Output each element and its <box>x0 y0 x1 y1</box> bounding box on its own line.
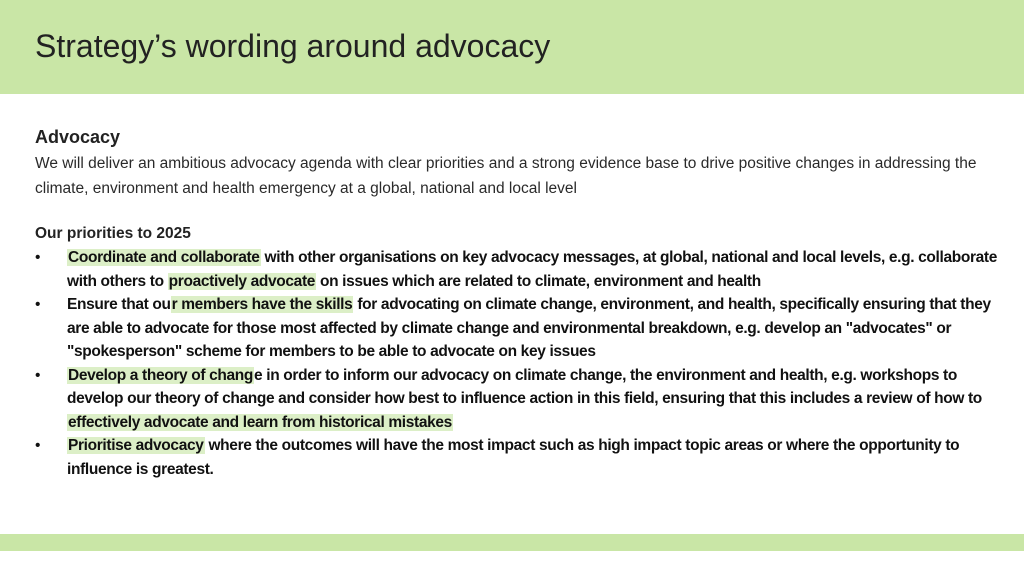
highlighted-phrase: Develop a theory of chang <box>68 366 254 384</box>
slide-title: Strategy’s wording around advocacy <box>35 28 551 64</box>
priority-text: on issues which are related to climate, environment and health <box>316 272 761 290</box>
priority-item-1 <box>35 246 1005 293</box>
bullet-glyph: • <box>35 296 41 313</box>
highlighted-phrase: r members have the skills <box>171 296 353 313</box>
intro-paragraph: We will deliver an ambitious advocacy agenda with clear priorities and a strong evidence base to drive positive changes in addressing the climate, environment and health emergency at a global, national and local level <box>35 155 977 197</box>
bullet-glyph: • <box>35 437 41 454</box>
bullet-glyph: • <box>35 366 41 384</box>
title-banner <box>0 0 1024 94</box>
priorities-heading: Our priorities to 2025 <box>35 225 191 242</box>
priorities-list <box>35 246 1005 481</box>
highlighted-phrase: effectively advocate and learn from historical mistakes <box>68 413 452 431</box>
highlighted-phrase: Prioritise advocacy <box>68 437 204 454</box>
bullet-glyph: • <box>35 249 41 266</box>
priority-text: for advocating on climate change, environment, and health, specifically ensuring that they are able to advocate for those most affected by climate change and environmental breakdown, e.g. develop an "advocates" or "spokesperson" scheme for members to be able to advocate on key issues <box>67 296 991 360</box>
priority-text: Ensure that ou <box>67 296 171 313</box>
priority-text: e in order to inform our advocacy on climate change, the environment and health, e.g. workshops to develop our theory of change and consider how best to influence action in this field, ensuring that this includes a review of how to <box>67 366 982 407</box>
priority-text: where the outcomes will have the most impact such as high impact topic areas or where the opportunity to influence is greatest. <box>67 437 960 478</box>
footer-bar <box>0 534 1024 551</box>
highlighted-phrase: proactively advocate <box>168 272 316 290</box>
highlighted-phrase: Coordinate and collaborate <box>68 249 260 266</box>
priority-item-4 <box>35 434 1005 481</box>
priority-item-2 <box>35 293 1005 364</box>
priority-text: with other organisations on key advocacy messages, at global, national and local levels, e.g. collaborate with others to <box>67 249 997 290</box>
priority-item-3 <box>35 364 1005 435</box>
section-heading: Advocacy <box>35 127 121 147</box>
